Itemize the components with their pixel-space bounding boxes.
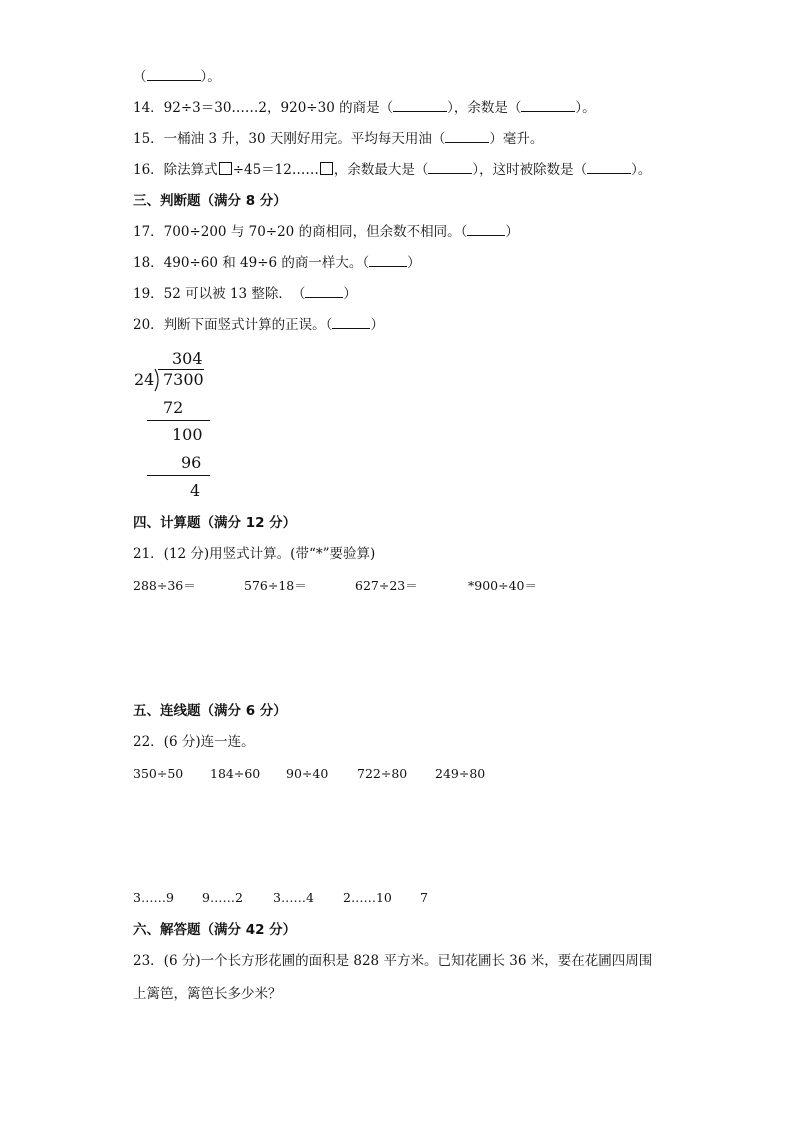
question-19: 19．52 可以被 13 整除． （ ） bbox=[133, 286, 357, 302]
blank-box bbox=[219, 162, 232, 175]
q21-item: *900÷40＝ bbox=[468, 578, 537, 593]
section-title: 五、连线题（满分 6 分） bbox=[133, 703, 287, 719]
answer-blank[interactable] bbox=[332, 316, 370, 329]
question-16: 16．除法算式 ÷45＝12…… ，余数最大是（ ），这时被除数是（ ）。 bbox=[133, 162, 652, 178]
question-15: 15．一桶油 3 升，30 天刚好用完。平均每天用油（ ）毫升。 bbox=[133, 131, 544, 147]
ld-step1: 72 bbox=[163, 398, 184, 417]
answer-blank[interactable] bbox=[369, 254, 407, 267]
question-22: 22．(6 分)连一连。 bbox=[133, 734, 255, 750]
section-title: 四、计算题（满分 12 分） bbox=[133, 515, 297, 531]
ld-rule-2 bbox=[147, 475, 210, 476]
ld-quotient: 304 bbox=[172, 349, 203, 368]
question-20: 20．判断下面竖式计算的正误。（ ） bbox=[133, 317, 384, 333]
ld-bracket bbox=[153, 368, 163, 392]
section-title: 三、判断题（满分 8 分） bbox=[133, 193, 287, 209]
q21-item: 288÷36＝ bbox=[133, 578, 196, 593]
answer-blank[interactable] bbox=[305, 285, 343, 298]
ld-divisor: 24 bbox=[134, 370, 155, 389]
answer-blank-max-remainder[interactable] bbox=[428, 161, 472, 174]
ld-step2: 100 bbox=[172, 425, 203, 444]
match-right-item[interactable]: 2……10 bbox=[343, 890, 392, 905]
answer-blank-remainder[interactable] bbox=[521, 99, 575, 112]
match-right-item[interactable]: 3……4 bbox=[273, 890, 314, 905]
blank-box bbox=[320, 162, 333, 175]
match-left-item[interactable]: 249÷80 bbox=[435, 766, 486, 781]
answer-blank-quotient[interactable] bbox=[393, 99, 447, 112]
q13-answer-tail: （ ）。 bbox=[133, 69, 221, 85]
q21-item: 627÷23＝ bbox=[355, 578, 418, 593]
answer-blank[interactable] bbox=[467, 223, 505, 236]
match-left-item[interactable]: 184÷60 bbox=[210, 766, 261, 781]
match-right-item[interactable]: 7 bbox=[420, 890, 428, 905]
question-18: 18．490÷60 和 49÷6 的商一样大。（ ） bbox=[133, 255, 421, 271]
match-left-item[interactable]: 90÷40 bbox=[286, 766, 329, 781]
match-right-item[interactable]: 3……9 bbox=[133, 890, 174, 905]
question-21: 21．(12 分)用竖式计算。(带“*”要验算) bbox=[133, 546, 376, 562]
match-left-item[interactable]: 722÷80 bbox=[357, 766, 408, 781]
answer-blank[interactable] bbox=[147, 68, 201, 81]
ld-rule-1 bbox=[147, 420, 210, 421]
match-left-item[interactable]: 350÷50 bbox=[133, 766, 184, 781]
q21-item: 576÷18＝ bbox=[244, 578, 307, 593]
match-right-item[interactable]: 9……2 bbox=[202, 890, 243, 905]
answer-blank-dividend[interactable] bbox=[587, 161, 631, 174]
question-14: 14．92÷3＝30……2，920÷30 的商是（ ），余数是（ ）。 bbox=[133, 100, 596, 116]
ld-dividend: 7300 bbox=[163, 370, 204, 389]
ld-remainder: 4 bbox=[190, 481, 201, 500]
ld-step3: 96 bbox=[181, 453, 202, 472]
answer-blank[interactable] bbox=[445, 130, 489, 143]
question-17: 17．700÷200 与 70÷20 的商相同，但余数不相同。（ ） bbox=[133, 224, 519, 240]
question-23-line2: 上篱笆，篱笆长多少米？ bbox=[133, 986, 282, 1002]
question-23-line1: 23．(6 分)一个长方形花圃的面积是 828 平方米。已知花圃长 36 米，要在花圃四周围 bbox=[133, 953, 653, 969]
section-title: 六、解答题（满分 42 分） bbox=[133, 922, 297, 938]
